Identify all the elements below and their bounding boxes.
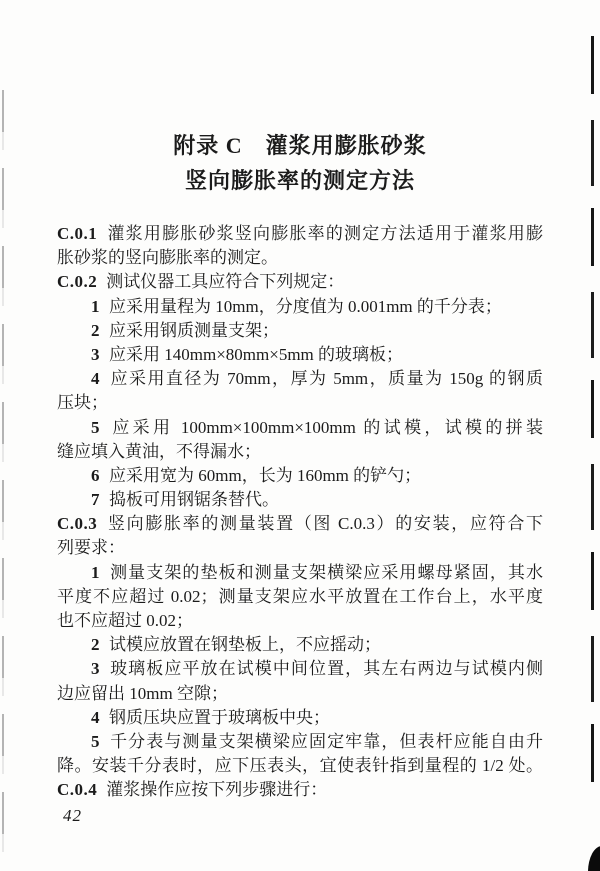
text-line	[57, 295, 543, 319]
text-line	[57, 270, 543, 294]
clause-number: C.0.3	[57, 514, 98, 534]
appendix-title-line1: 附录 C 灌浆用膨胀砂浆	[173, 133, 427, 158]
clause-number: 6	[91, 465, 100, 485]
text-line	[57, 367, 543, 391]
clause-number: 3	[91, 344, 100, 364]
clause-number: 3	[91, 659, 100, 679]
text-line-content: 应采用直径为 70mm，厚为 5mm，质量为 150g 的钢质	[109, 369, 543, 389]
clause-number: 4	[91, 707, 100, 727]
scan-artifact-corner-blob	[588, 846, 600, 871]
text-line-content: 边应留出 10mm 空隙；	[57, 683, 228, 703]
appendix-title-line2: 竖向膨胀率的测定方法	[184, 168, 415, 193]
text-line	[57, 609, 543, 633]
text-line	[57, 657, 543, 681]
text-line	[57, 682, 543, 706]
appendix-title	[57, 128, 543, 198]
clause-number: 2	[91, 320, 100, 340]
clause-number: C.0.2	[57, 272, 98, 292]
text-line-content: 应采用 140mm×80mm×5mm 的玻璃板；	[109, 344, 404, 364]
text-line	[57, 391, 543, 415]
text-line-content: 应采用量程为 10mm，分度值为 0.001mm 的千分表；	[109, 296, 502, 316]
page-number: 42	[63, 806, 82, 825]
text-line	[57, 585, 543, 609]
text-line-content: 钢质压块应置于玻璃板中央；	[109, 707, 330, 727]
clause-number: 1	[91, 562, 100, 582]
clause-number: 2	[91, 635, 100, 655]
text-line	[57, 512, 543, 536]
clause-number: 1	[91, 296, 100, 316]
document-body	[57, 222, 543, 803]
text-line-content: 也不应超过 0.02；	[57, 611, 193, 630]
text-line	[57, 536, 543, 560]
clause-number: C.0.4	[57, 780, 98, 800]
text-line-content: 胀砂浆的竖向膨胀率的测定。	[57, 248, 278, 268]
text-line-content: 捣板可用钢锯条替代。	[109, 490, 279, 510]
text-line-content: 列要求：	[57, 538, 125, 558]
text-line	[57, 246, 543, 270]
text-line	[57, 754, 543, 778]
text-line-content: 应采用宽为 60mm，长为 160mm 的铲勺；	[109, 465, 422, 485]
text-line-content: 压块；	[57, 393, 108, 413]
text-line-content: 平度不应超过 0.02；测量支架应水平放置在工作台上，水平度	[57, 586, 543, 606]
text-line-content: 竖向膨胀率的测量装置（图 C.0.3）的安装，应符合下	[106, 514, 543, 534]
text-line-content: 应采用 100mm×100mm×100mm 的试模，试模的拼装	[109, 417, 543, 437]
clause-number: C.0.1	[57, 224, 98, 243]
text-line-content: 测量支架的垫板和测量支架横梁应采用螺母紧固，其水	[109, 562, 543, 582]
text-line	[57, 730, 543, 754]
text-line	[57, 440, 543, 464]
clause-number: 5	[91, 417, 100, 437]
scan-artifact-left-edge	[2, 90, 4, 860]
text-line-content: 降。安装千分表时，应下压表头，宜使表针指到量程的 1/2 处。	[57, 756, 543, 776]
text-line	[57, 343, 543, 367]
text-line	[57, 416, 543, 440]
text-line-content: 玻璃板应平放在试模中间位置，其左右两边与试模内侧	[109, 659, 543, 679]
text-line	[57, 778, 543, 802]
text-line-content: 测试仪器工具应符合下列规定：	[106, 272, 345, 292]
clause-number: 4	[91, 369, 100, 389]
text-line	[57, 561, 543, 585]
text-line	[57, 633, 543, 657]
text-line-content: 缝应填入黄油，不得漏水；	[57, 441, 261, 461]
text-line-content: 应采用钢质测量支架；	[109, 320, 279, 340]
scan-artifact-right-edge	[591, 36, 594, 790]
text-line	[57, 222, 543, 246]
text-line	[57, 464, 543, 488]
text-line	[57, 706, 543, 730]
text-line	[57, 488, 543, 512]
text-line-content: 灌浆用膨胀砂浆竖向膨胀率的测定方法适用于灌浆用膨	[106, 224, 543, 243]
text-line-content: 灌浆操作应按下列步骤进行：	[106, 780, 328, 800]
text-line-content: 试模应放置在钢垫板上，不应摇动；	[109, 635, 381, 655]
text-line	[57, 319, 543, 343]
clause-number: 7	[91, 490, 100, 510]
text-line-content: 千分表与测量支架横梁应固定牢靠，但表杆应能自由升	[109, 731, 543, 751]
clause-number: 5	[91, 731, 100, 751]
